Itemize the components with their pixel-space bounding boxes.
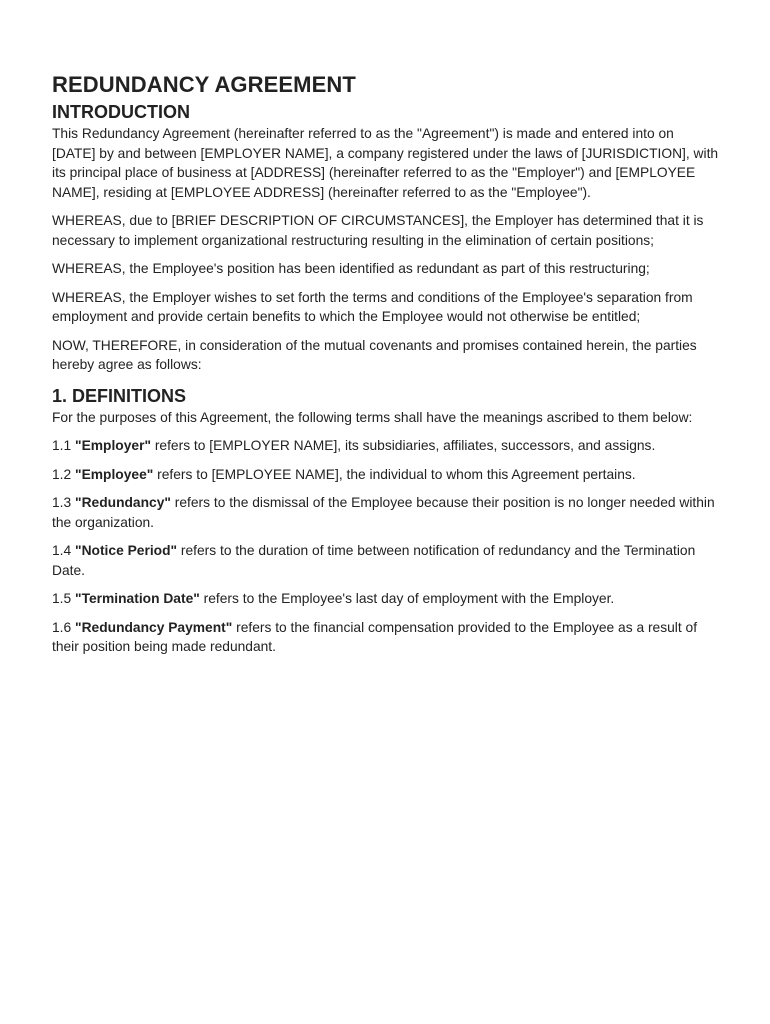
definition-item	[52, 541, 720, 580]
definition-term: "Redundancy Payment"	[75, 619, 233, 635]
whereas-paragraph: WHEREAS, the Employee's position has been identified as redundant as part of this restructuring;	[52, 261, 650, 276]
whereas-paragraph: WHEREAS, the Employer wishes to set forth the terms and conditions of the Employee's separation from employment and provide certain benefits to which the Employee would not otherwise be entitled;	[52, 289, 693, 324]
definition-term: "Redundancy"	[75, 495, 171, 510]
definitions-intro: For the purposes of this Agreement, the following terms shall have the meanings ascribed to them below:	[52, 409, 693, 425]
definition-term: "Termination Date"	[75, 591, 200, 606]
definition-item	[52, 618, 720, 657]
definition-item	[52, 436, 720, 456]
definition-term: "Notice Period"	[75, 543, 178, 558]
definition-text: refers to the Employee's last day of employment with the Employer.	[199, 591, 615, 606]
definition-item	[52, 589, 720, 609]
definitions-heading: 1. DEFINITIONS	[52, 385, 187, 406]
definition-text: refers to the duration of time between notification of redundancy and the Termination Date.	[52, 543, 696, 578]
whereas-paragraph: WHEREAS, due to [BRIEF DESCRIPTION OF CIRCUMSTANCES], the Employer has determined that it is necessary to implement organizational restructuring resulting in the elimination of certain positions;	[52, 213, 704, 248]
definition-number: 1.6	[52, 619, 72, 635]
definition-number: 1.5	[52, 591, 72, 606]
introduction-paragraph: This Redundancy Agreement (hereinafter referred to as the "Agreement") is made and entered into on [DATE] by and between [EMPLOYER NAME], a company registered under the laws of [JURISDICTION], with its principal place of business at [ADDRESS] (hereinafter referred to as the "Employer") and [EMPLOYEE NAME], residing at [EMPLOYEE ADDRESS] (hereinafter referred to as the "Employee").	[52, 126, 719, 200]
definition-number: 1.2	[52, 466, 72, 482]
definition-term: "Employee"	[75, 466, 154, 482]
definition-text: refers to the dismissal of the Employee because their position is no longer needed within the organization.	[52, 495, 715, 530]
definition-number: 1.4	[52, 543, 72, 558]
definition-number: 1.3	[52, 495, 72, 510]
definition-text: refers to [EMPLOYEE NAME], the individual to whom this Agreement pertains.	[153, 466, 636, 482]
definition-text: refers to [EMPLOYER NAME], its subsidiaries, affiliates, successors, and assigns.	[151, 438, 656, 453]
definition-item	[52, 465, 720, 485]
definition-number: 1.1	[52, 438, 72, 453]
document-title: REDUNDANCY AGREEMENT	[52, 72, 356, 97]
now-therefore-paragraph: NOW, THEREFORE, in consideration of the mutual covenants and promises contained herein, the parties hereby agree as follows:	[52, 337, 697, 372]
definition-term: "Employer"	[75, 438, 151, 453]
definition-text: refers to the financial compensation provided to the Employee as a result of their position being made redundant.	[52, 619, 698, 654]
definition-item	[52, 493, 720, 532]
introduction-heading: INTRODUCTION	[52, 102, 190, 122]
